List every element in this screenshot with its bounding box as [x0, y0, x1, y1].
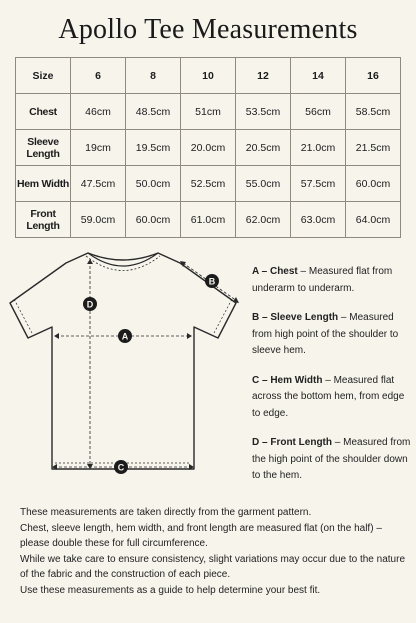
table-cell: 63.0cm — [291, 202, 346, 238]
table-cell: 47.5cm — [71, 166, 126, 202]
legend-term: B – Sleeve Length — [252, 312, 339, 323]
size-chart-table — [15, 57, 401, 238]
table-cell: 46cm — [71, 94, 126, 130]
legend-item-sleeve — [252, 310, 412, 360]
column-header: 10 — [181, 58, 236, 94]
legend-item-chest — [252, 264, 412, 297]
marker-b: B — [208, 276, 216, 287]
row-label: Chest — [16, 94, 71, 130]
measure-line-b — [180, 261, 239, 303]
table-cell: 50.0cm — [126, 166, 181, 202]
legend-desc: – Measured flat from underarm to underarm. — [252, 266, 393, 294]
measure-line-a — [54, 329, 192, 343]
table-cell: 21.0cm — [291, 130, 346, 166]
table-cell: 53.5cm — [236, 94, 291, 130]
table-cell: 58.5cm — [346, 94, 401, 130]
row-label: Sleeve Length — [16, 130, 71, 166]
legend-term: D – Front Length — [252, 437, 332, 448]
table-cell: 60.0cm — [126, 202, 181, 238]
marker-c: C — [117, 462, 125, 473]
column-header: 8 — [126, 58, 181, 94]
table-cell: 51cm — [181, 94, 236, 130]
table-cell: 20.5cm — [236, 130, 291, 166]
table-cell: 19cm — [71, 130, 126, 166]
tshirt-outline — [10, 253, 236, 469]
table-cell: 21.5cm — [346, 130, 401, 166]
table-cell: 52.5cm — [181, 166, 236, 202]
legend-desc: – Measured from the high point of the shoulder down to the hem. — [252, 437, 411, 481]
table-header-row — [16, 58, 401, 94]
legend-term: A – Chest — [252, 266, 298, 277]
table-row — [16, 130, 401, 166]
table-cell: 19.5cm — [126, 130, 181, 166]
row-label: Hem Width — [16, 166, 71, 202]
table-cell: 59.0cm — [71, 202, 126, 238]
column-header: 12 — [236, 58, 291, 94]
table-cell: 62.0cm — [236, 202, 291, 238]
legend-desc: – Measured flat across the bottom hem, from edge to edge. — [252, 374, 405, 419]
legend-item-hem — [252, 373, 412, 423]
table-cell: 20.0cm — [181, 130, 236, 166]
table-cell: 61.0cm — [181, 202, 236, 238]
marker-d: D — [86, 299, 94, 310]
legend-desc: – Measured from high point of the shoulder to sleeve hem. — [252, 312, 399, 356]
table-row — [16, 166, 401, 202]
column-header: 6 — [71, 58, 126, 94]
measure-line-c — [52, 460, 194, 474]
column-header: 14 — [291, 58, 346, 94]
table-cell: 64.0cm — [346, 202, 401, 238]
note-line: While we take care to ensure consistency, slight variations may occur due to the nature of the fabric and the construction of each piece. — [20, 553, 406, 581]
measurement-notes — [20, 505, 410, 599]
table-cell: 56cm — [291, 94, 346, 130]
table-cell: 60.0cm — [346, 166, 401, 202]
table-cell: 48.5cm — [126, 94, 181, 130]
legend-term: C – Hem Width — [252, 374, 323, 386]
measure-line-d — [83, 259, 97, 469]
column-header: 16 — [346, 58, 401, 94]
legend-item-front-length — [252, 435, 412, 485]
row-label: Front Length — [16, 202, 71, 238]
marker-a: A — [121, 331, 129, 342]
column-header: Size — [16, 58, 71, 94]
tshirt-diagram — [8, 243, 242, 483]
table-cell: 55.0cm — [236, 166, 291, 202]
note-line: Chest, sleeve length, hem width, and front length are measured flat (on the half) – please double these for full circumference. — [20, 522, 382, 550]
table-row — [16, 202, 401, 238]
page-title: Apollo Tee Measurements — [58, 14, 358, 45]
table-cell: 57.5cm — [291, 166, 346, 202]
table-row — [16, 94, 401, 130]
note-line: These measurements are taken directly from the garment pattern. — [20, 507, 312, 518]
note-line: Use these measurements as a guide to help determine your best fit. — [20, 584, 321, 596]
measurement-legend — [252, 264, 412, 498]
